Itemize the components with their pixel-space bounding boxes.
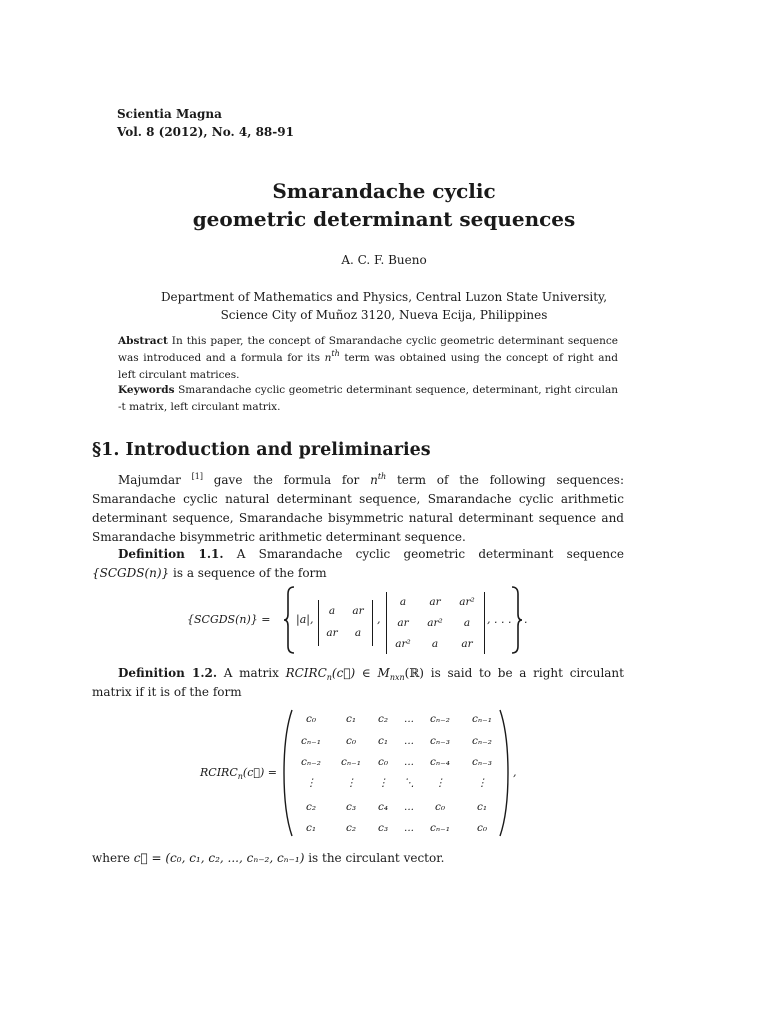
definition-label: Definition 1.1.: [118, 547, 224, 561]
matrix-cell: ...: [403, 735, 414, 747]
matrix-cell: a: [354, 627, 362, 639]
matrix-cell: ⋮: [476, 777, 488, 789]
matrix-cell: c₄: [377, 801, 389, 813]
equation-lhs: $RCIRC_n(c⃗)$ =: [200, 766, 277, 781]
abstract: Abstract In this paper, the concept of Smarandache cyclic geometric determinant sequence was introduced and a formula for its $n^{th}$ term was obtained using the concept of right and left circulant matrices.: [118, 335, 618, 381]
matrix-cell: ar²: [395, 638, 411, 650]
matrix-cell: cₙ₋₁: [341, 756, 361, 768]
matrix-cell: ar: [429, 596, 441, 608]
matrix-cell: cₙ₋₂: [430, 713, 450, 725]
matrix-cell: ar²: [427, 617, 443, 629]
matrix-cell: ar: [326, 627, 338, 639]
definition-1-2: Definition 1.2. A matrix $RCIRC_n(c⃗)$ ∈ $M_{nxn}(ℝ)$ is said to be a right circulant matrix if it is of the form: [92, 666, 624, 699]
matrix-cell: ⋱: [403, 777, 415, 789]
matrix-cell: a: [463, 617, 471, 629]
section-heading: §1. Introduction and preliminaries: [92, 440, 431, 460]
matrix-cell: c₃: [345, 801, 357, 813]
paper-title-line-1: Smarandache cyclic: [272, 179, 496, 203]
matrix-cell: c₀: [434, 801, 446, 813]
matrix-cell: c₁: [476, 801, 488, 813]
left-paren-icon: [283, 709, 293, 837]
matrix-cell: ar: [461, 638, 473, 650]
matrix-cell: cₙ₋₃: [430, 735, 450, 747]
matrix-cell: c₂: [377, 713, 389, 725]
journal-header: [117, 105, 294, 141]
ellipsis: , . . .: [487, 613, 512, 626]
matrix-cell: c₂: [345, 822, 357, 834]
equation-comma: ,: [513, 766, 517, 779]
right-paren-icon: [499, 709, 509, 837]
equation-period: .: [524, 613, 528, 626]
determinant-bar: [372, 600, 373, 646]
journal-name: Scientia Magna: [117, 107, 222, 121]
matrix-cell: ...: [403, 756, 414, 768]
right-brace-icon: [511, 586, 523, 654]
matrix-cell: a: [399, 596, 407, 608]
matrix-cell: ar: [397, 617, 409, 629]
matrix-cell: ...: [403, 713, 414, 725]
matrix-cell: cₙ₋₁: [430, 822, 450, 834]
matrix-cell: a: [328, 605, 336, 617]
definition-label: Definition 1.2.: [118, 666, 218, 680]
matrix-cell: ...: [403, 801, 414, 813]
citation-ref: [1]: [191, 472, 203, 481]
matrix-cell: c₀: [305, 713, 317, 725]
author: A. C. F. Bueno: [341, 253, 427, 267]
matrix-cell: c₁: [377, 735, 389, 747]
matrix-cell: ...: [403, 822, 414, 834]
matrix-cell: ar²: [459, 596, 475, 608]
matrix-cell: c₁: [305, 822, 317, 834]
matrix-cell: ⋮: [345, 777, 357, 789]
matrix-cell: cₙ₋₁: [472, 713, 492, 725]
matrix-cell: c₁: [345, 713, 357, 725]
abstract-label: Abstract: [118, 335, 168, 347]
matrix-cell: cₙ₋₂: [301, 756, 321, 768]
matrix-cell: ⋮: [434, 777, 446, 789]
journal-volume: Vol. 8 (2012), No. 4, 88-91: [117, 125, 294, 139]
keywords-label: Keywords: [118, 384, 175, 396]
separator-comma: ,: [377, 613, 381, 626]
intro-paragraph: Majumdar [1] gave the formula for $n^{th}$ term of the following sequences: Smarandache cyclic natural determinant sequence, Smarandache cyclic arithmetic determinant sequence, Smarandache bisymmetric natural determinant sequence and Smarandache bisymmetric arithmetic determinant sequence.: [92, 472, 624, 544]
left-brace-icon: [283, 586, 295, 654]
matrix-cell: ⋮: [305, 777, 317, 789]
matrix-cell: cₙ₋₄: [430, 756, 450, 768]
determinant-bar: [484, 592, 485, 654]
keywords: Keywords Smarandache cyclic geometric determinant sequence, determinant, right circulan -t matrix, left circulant matrix.: [118, 384, 618, 413]
matrix-cell: cₙ₋₃: [472, 756, 492, 768]
affiliation-line-2: Science City of Muñoz 3120, Nueva Ecija, Philippines: [220, 308, 548, 322]
scalar-determinant: |a|,: [296, 613, 314, 626]
definition-1-1: Definition 1.1. A Smarandache cyclic geometric determinant sequence {SCGDS(n)} is a sequence of the form: [92, 547, 624, 580]
paper-title-line-2: geometric determinant sequences: [192, 207, 576, 231]
matrix-cell: c₀: [345, 735, 357, 747]
matrix-cell: c₀: [377, 756, 389, 768]
matrix-cell: cₙ₋₂: [472, 735, 492, 747]
equation-lhs: {SCGDS(n)} =: [187, 613, 271, 626]
affiliation-line-1: Department of Mathematics and Physics, Central Luzon State University,: [160, 290, 608, 304]
matrix-cell: c₀: [476, 822, 488, 834]
matrix-cell: a: [431, 638, 439, 650]
matrix-cell: c₃: [377, 822, 389, 834]
circulant-vector-definition: where c⃗ = (c₀, c₁, c₂, ..., cₙ₋₂, cₙ₋₁) is the circulant vector.: [92, 851, 445, 865]
matrix-cell: ⋮: [377, 777, 389, 789]
matrix-cell: c₂: [305, 801, 317, 813]
matrix-cell: ar: [352, 605, 364, 617]
matrix-cell: cₙ₋₁: [301, 735, 321, 747]
